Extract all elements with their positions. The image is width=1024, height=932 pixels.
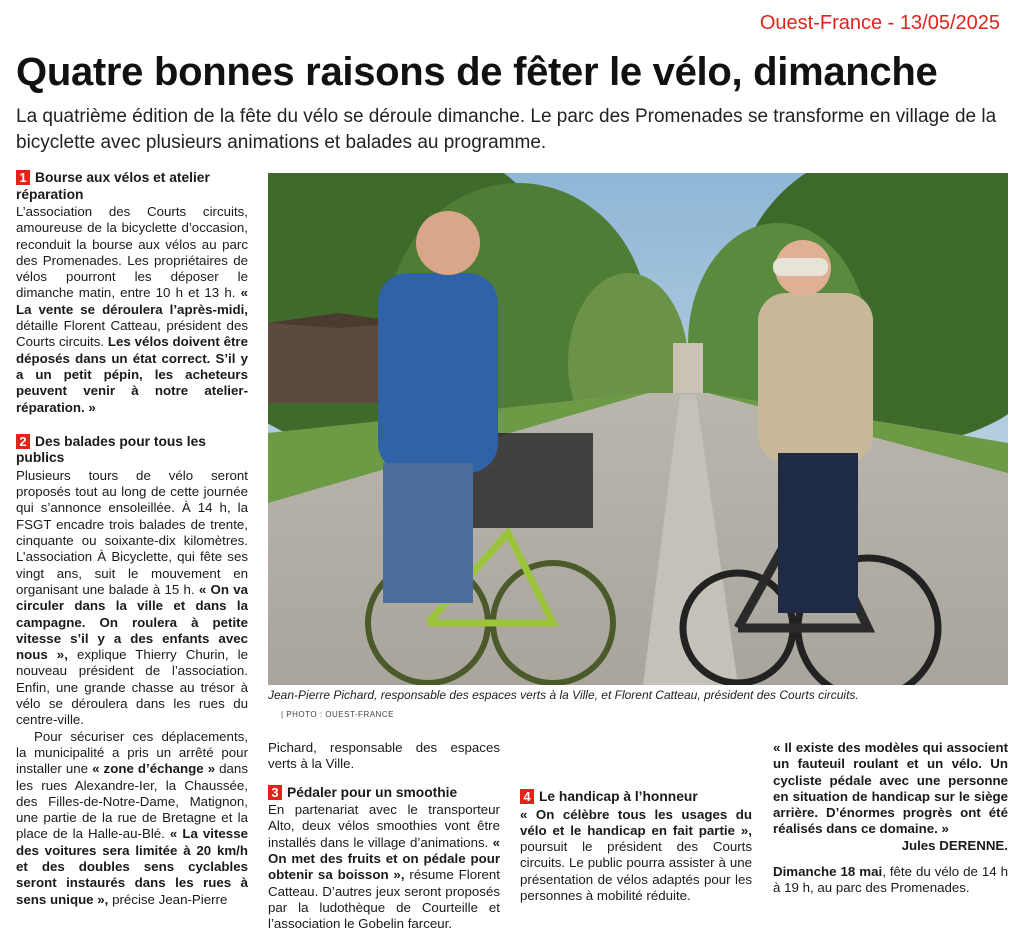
section-title: Des balades pour tous les publics [16, 433, 206, 466]
section-1-body [16, 204, 248, 416]
section-number-badge: 2 [16, 434, 30, 449]
section-2-body [16, 468, 248, 729]
text: dans les rues Alexandre-Ier, la Chaussée, des Filles-de-Notre-Dame, Matignon, une partie de la rue de Bretagne et la place de la Halle-au-Blé. [16, 761, 248, 842]
photo-illustration [268, 173, 1008, 685]
section-number-badge: 3 [268, 785, 282, 800]
photo-credit: | PHOTO : OUEST-FRANCE [281, 710, 394, 719]
column-2 [268, 740, 500, 932]
quote: « On va circuler dans la ville et dans la campagne. On roulera à petite vitesse s’il y a des enfants avec nous », [16, 581, 248, 663]
text: explique Thierry Churin, le nouveau président de l’association. Enfin, une grande chasse au trésor à vélo se déroulera dans les rues du centre-ville. [16, 647, 248, 728]
section-4-quote-continued: « Il existe des modèles qui associent un fauteuil roulant et un vélo. Un cycliste pédale avec une personne en situation de handicap sur le siège arrière. D’énormes progrès ont été réalisés dans ce domaine. » [773, 740, 1008, 837]
event-date: Dimanche 18 mai [773, 864, 883, 880]
event-details: , fête du vélo de 14 h à 19 h, au parc des Promenades. [773, 864, 1008, 896]
section-4-body [520, 807, 752, 905]
quote: « On met des fruits et on pédale pour obtenir sa boisson », [268, 834, 500, 883]
text: Pour sécuriser ces déplacements, la municipalité a pris un arrêté pour installer une [16, 728, 248, 777]
column-3 [520, 740, 752, 904]
column-1 [16, 170, 248, 908]
text: résume Florent Catteau. D’autres jeux seront proposés par la ludothèque de Courteille et l’association le Gobelin farceur. [268, 867, 500, 932]
section-1-heading [16, 170, 248, 203]
section-3-heading [268, 785, 500, 802]
section-number-badge: 1 [16, 170, 30, 185]
text: précise Jean-Pierre [112, 891, 228, 907]
section-4-heading [520, 789, 752, 806]
quote: Les vélos doivent être déposés dans un état correct. S’il y a un petit pépin, les acheteurs peuvent venir à notre atelier-réparation. » [16, 334, 248, 415]
section-title: Pédaler pour un smoothie [287, 784, 458, 800]
text: poursuit le président des Courts circuits. Le public pourra assister à une présentation de vélos adaptés pour les personnes à mobilité réduite. [520, 839, 752, 903]
text: En partenariat avec le transporteur Alto, deux vélos smoothies vont être installés dans le village d’animations. [268, 802, 500, 850]
section-3-body [268, 802, 500, 932]
section-title: Le handicap à l’honneur [539, 789, 698, 804]
article-photo [268, 173, 1008, 685]
section-2-continued: Pichard, responsable des espaces verts à la Ville. [268, 740, 500, 772]
text: détaille Florent Catteau, président des Courts circuits. [16, 318, 248, 350]
quote: « La vitesse des voitures sera limitée à 20 km/h et des doubles sens cyclables seront instaurés dans les rues à sens unique », [16, 826, 248, 907]
event-info [773, 864, 1008, 897]
section-2-heading [16, 434, 248, 467]
headline: Quatre bonnes raisons de fêter le vélo, dimanche [16, 50, 938, 94]
author-signature: Jules DERENNE. [901, 837, 1008, 853]
quote: « zone d’échange » [92, 761, 216, 777]
photo-caption: Jean-Pierre Pichard, responsable des espaces verts à la Ville, et Florent Catteau, président des Courts circuits. [268, 688, 859, 702]
newspaper-source: Ouest-France - 13/05/2025 [759, 12, 1000, 34]
quote: « La vente se déroulera l’après-midi, [16, 285, 249, 317]
section-title: Bourse aux vélos et atelier réparation [16, 170, 210, 202]
text: Plusieurs tours de vélo seront proposés tout au long de cette journée qui s’annonce ensoleillée. À 14 h, la FSGT encadre trois balades de trente, cinquante ou soixante-dix kilomètres. L’association À Bicyclette, qui fête ses vingt ans, suit le mouvement en organisant une balade à 15 h. [16, 467, 248, 597]
lead-paragraph: La quatrième édition de la fête du vélo se déroule dimanche. Le parc des Promenades se transforme en village de la bicyclette avec plusieurs animations et balades au programme. [16, 106, 997, 153]
column-4 [773, 740, 1008, 897]
section-2-body-continued [16, 729, 248, 908]
text: L’association des Courts circuits, amoureuse de la bicyclette d’occasion, reconduit la bourse aux vélos au parc des Promenades. Les propriétaires de vélos pourront les déposer le dimanche matin, entre 10 h et 13 h. [16, 204, 248, 301]
section-number-badge: 4 [520, 789, 534, 804]
quote: « On célèbre tous les usages du vélo et le handicap en fait partie », [520, 806, 752, 838]
